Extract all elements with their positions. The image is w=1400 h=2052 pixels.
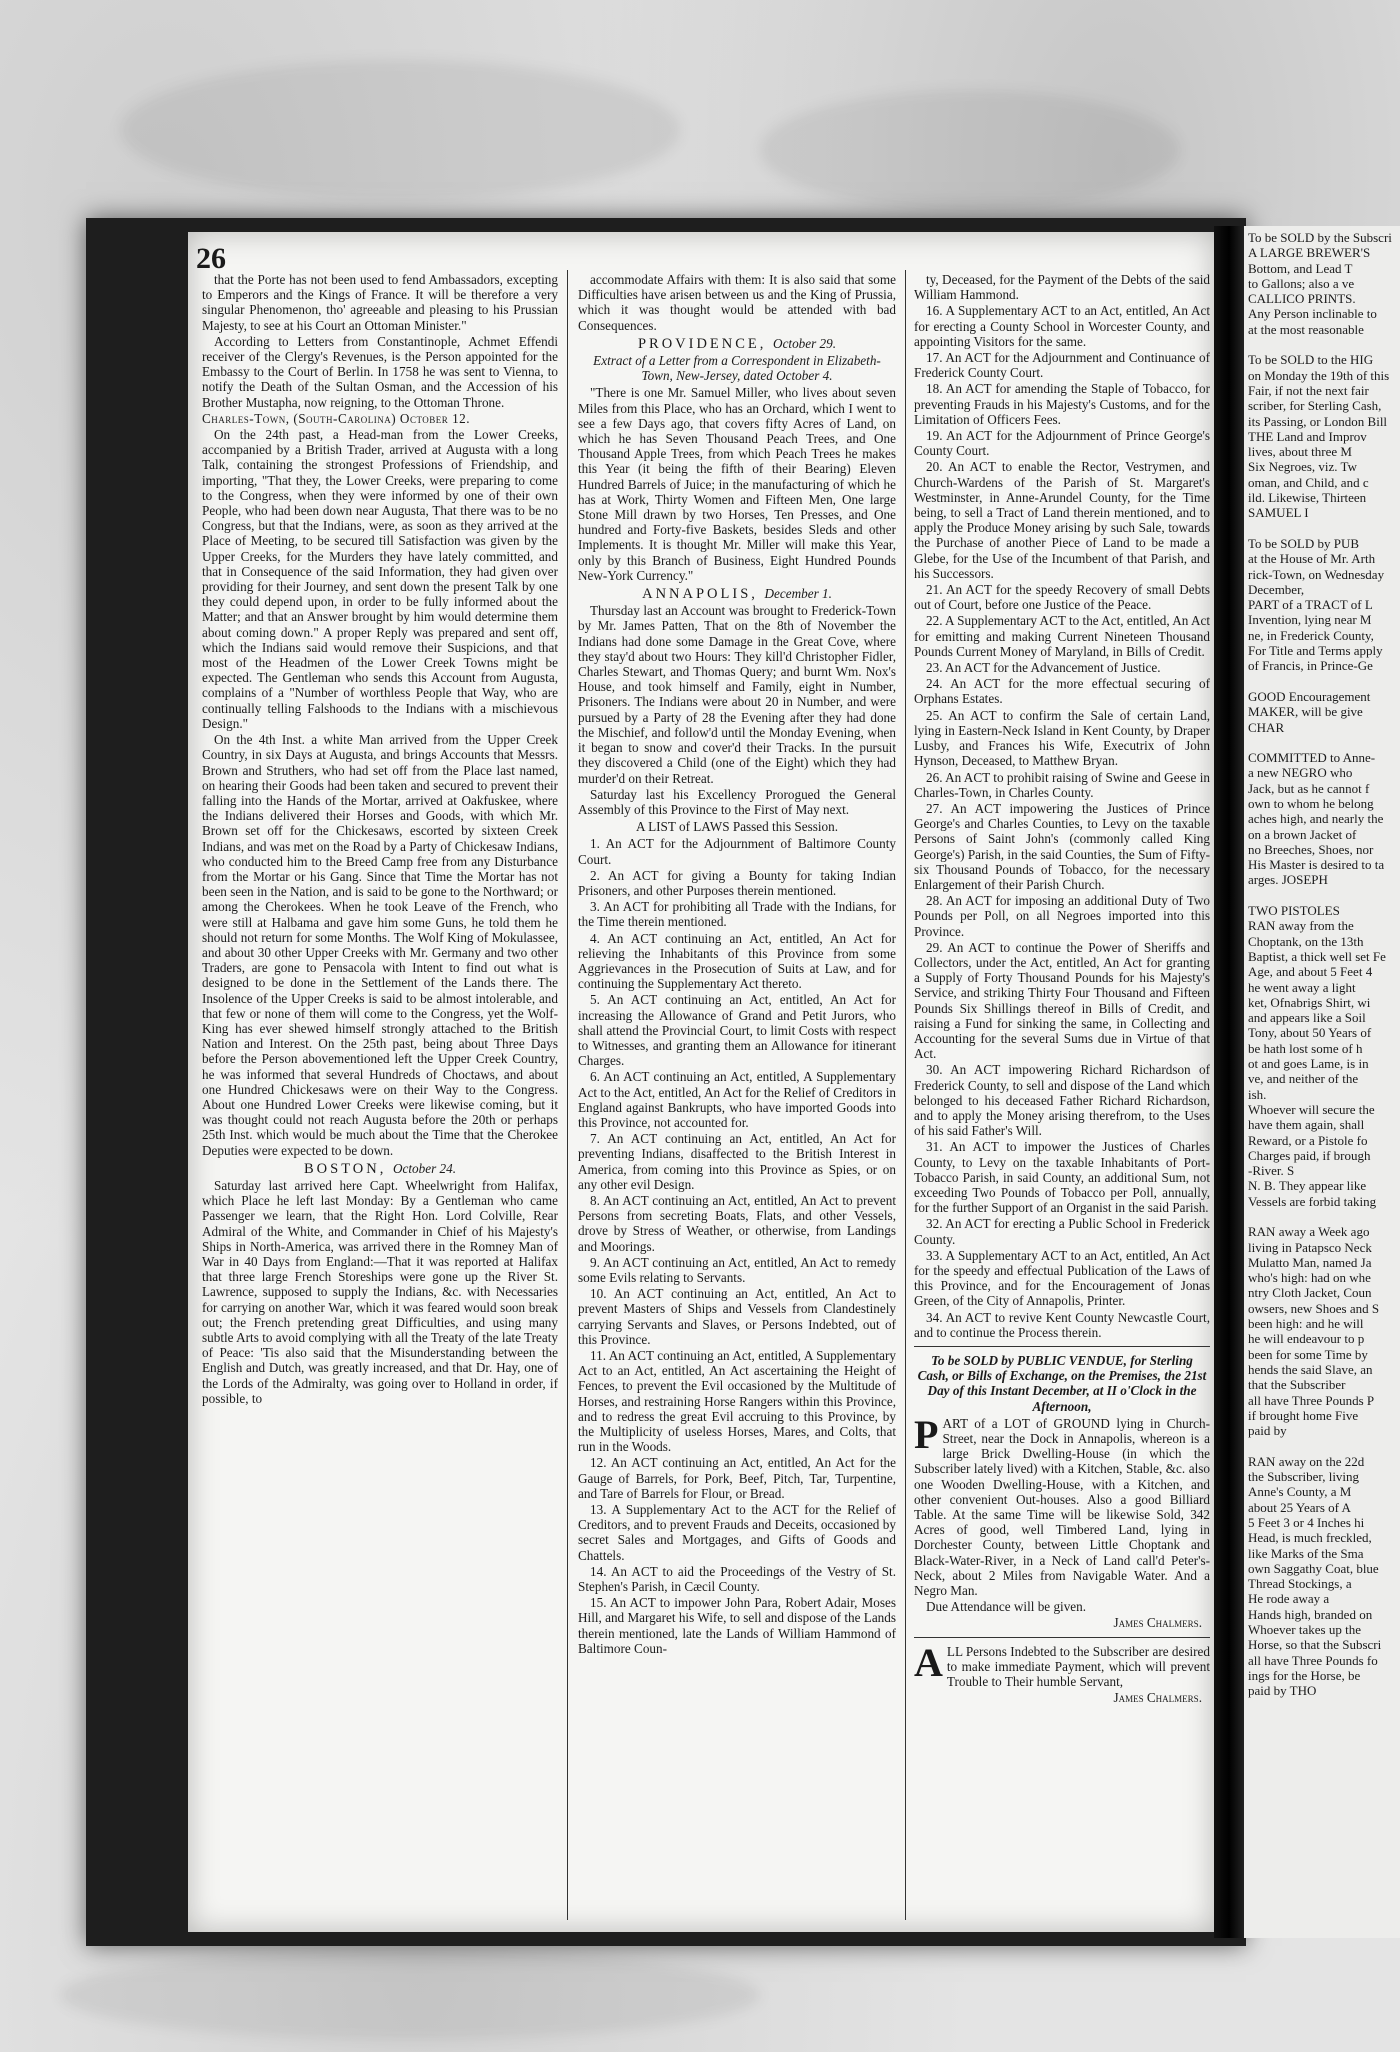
adjacent-page-line: the Subscriber, living bbox=[1248, 1469, 1360, 1485]
adjacent-page-line: paid by THO bbox=[1248, 1683, 1317, 1699]
adjacent-page-line: hends the said Slave, an bbox=[1248, 1361, 1373, 1377]
article-paragraph: 32. An ACT for erecting a Public School in Frederick County. bbox=[914, 1216, 1210, 1247]
adjacent-page-line: own to whom he belong bbox=[1248, 795, 1374, 811]
article-paragraph: 12. An ACT continuing an Act, entitled, An Act for the Gauge of Barrels, for Pork, Beef, Pitch, Tar, Turpentine, and Tare of Barrels for Flour, or Bread. bbox=[578, 1455, 896, 1501]
adjacent-page-line: Vessels are forbid taking bbox=[1248, 1193, 1377, 1209]
advertisement-heading: To be SOLD by PUBLIC VENDUE, for Sterling Cash, or Bills of Exchange, on the Premises, the 21st Day of this Instant December, at II o'Clock in the Afternoon, bbox=[917, 1353, 1207, 1414]
adjacent-page-line bbox=[1248, 1209, 1400, 1224]
adjacent-page-line: on Monday the 19th of this bbox=[1248, 367, 1390, 383]
column-rule bbox=[567, 270, 568, 1920]
adjacent-page-line: he went away a light bbox=[1248, 979, 1356, 995]
article-paragraph: 1. An ACT for the Adjournment of Baltimore County Court. bbox=[578, 836, 896, 867]
section-divider bbox=[914, 1346, 1210, 1347]
adjacent-page-line: arges. JOSEPH bbox=[1248, 872, 1328, 888]
adjacent-page-line: ve, and neither of the bbox=[1248, 1071, 1359, 1087]
adjacent-page-line: Bottom, and Lead T bbox=[1248, 260, 1353, 276]
adjacent-page-line: ket, Ofnabrigs Shirt, wi bbox=[1248, 994, 1371, 1010]
adjacent-page-line: Invention, lying near M bbox=[1248, 612, 1372, 628]
adjacent-page-fragment bbox=[1244, 226, 1400, 1938]
article-paragraph: Saturday last his Excellency Prorogued the General Assembly of this Province to the First of May next. bbox=[578, 786, 896, 817]
heading-place: ANNAPOLIS, bbox=[642, 586, 758, 603]
article-paragraph: On the 4th Inst. a white Man arrived from the Upper Creek Country, in six Days at Augusta, and brings Accounts that Messrs. Brown and Struthers, who had set off from the Place last named, on hearing their Goods had been taken and secured to prevent their falling into the Hands of the Mortar, arrived at Oakfuskee, where the Indians delivered their Horses and Goods, with which Mr. Brown set off for the Chickesaws, escorted by sixteen Creek Indians, and was met on the Road by a Party of Chickesaw Indians, who conducted him to the Breed Camp free from any Disturbance from the Mortar or his Gang. Since that Time the Mortar has not been seen in the Nation, and is said to be gone to the Northward; or among the Cherokees. When he took Leave of the French, who were still at Halbama and gave him some Guns, he told them he should not return for some Months. The Wolf King of Mokulassee, and about 30 other Upper Creeks with Mr. Germany and two other Traders, are gone to Pensacola with Intent to find out what is designed to be done in the Settlement of the Lands there. The Insolence of the Upper Creeks is said to be almost intolerable, and that few or none of them will come to the Congress, yet the Wolf-King has ever shewed himself strongly attached to the British Nation and Interest. On the 25th past, being about Three Days before the Person abovementioned left the Upper Creek Country, he was informed that several Hundreds of Choctaws, and about one Hundred Chickesaws were on their Way to the Congress. About one Hundred Lower Creeks were likewise coming, but it was thought could not reach Augusta before the 20th or perhaps 25th Inst. which would be much about the Time that the Cherokee Deputies were expected to be down. bbox=[202, 732, 558, 1158]
adjacent-page-line: about 25 Years of A bbox=[1248, 1499, 1351, 1515]
article-paragraph: that the Porte has not been used to fend Ambassadors, excepting to Emperors and the Kings of France. It will be therefore a very singular Phenomenon, tho' agreeable and pleasing to his Prussian Majesty, to see at his Court an Ottoman Minister." bbox=[202, 272, 558, 333]
article-paragraph: Thursday last an Account was brought to Frederick-Town by Mr. James Patten, That on the 8th of November the Indians had done some Damage in the Great Cove, where they stay'd about two Hours: They kill'd Christopher Fidler, Charles Stewart, and Thomas Query; and burnt Wm. Nox's House, and took himself and Family, eight in Number, Prisoners. The Indians were about 20 in Number, and were pursued by a Party of 28 the Evening after they had done the Mischief, and follow'd until the Monday Evening, when it began to snow and cover'd their Tracks. In the pursuit they discovered a Child (one of the Eight) which they had murder'd on their Retreat. bbox=[578, 603, 896, 786]
column-2 bbox=[578, 272, 896, 1917]
section-divider bbox=[914, 1637, 1210, 1638]
adjacent-page-line: that the Subscriber bbox=[1248, 1377, 1346, 1393]
adjacent-page-line: Any Person inclinable to bbox=[1248, 306, 1377, 322]
article-paragraph: 23. An ACT for the Advancement of Justice. bbox=[926, 660, 1161, 676]
adjacent-page-line: GOOD Encouragement bbox=[1248, 688, 1371, 704]
scan-shadow bbox=[60, 1950, 760, 2040]
adjacent-page-line: Baptist, a thick well set Fe bbox=[1248, 948, 1386, 964]
dateline: Charles-Town, (South-Carolina) October 12. bbox=[202, 410, 471, 426]
adjacent-page-line: Age, and about 5 Feet 4 bbox=[1248, 964, 1373, 980]
article-paragraph: 11. An ACT continuing an Act, entitled, A Supplementary Act to an Act, entitled, An Act ascertaining the Height of Fences, to prevent the Evil occasioned by the Multitude of Horses, and restraining Horse Rangers within this Province, and to redress the great Evil accruing to this Province, by the Multiplicity of useless Horses, Mares, and Colts, that run in the Woods. bbox=[578, 1348, 896, 1455]
article-paragraph: 15. An ACT to impower John Para, Robert Adair, Moses Hill, and Margaret his Wife, to sell and dispose of the Lands therein mentioned, late the Lands of William Hammond of Baltimore Coun- bbox=[578, 1595, 896, 1656]
adjacent-page-line: N. B. They appear like bbox=[1248, 1178, 1367, 1194]
article-paragraph: 9. An ACT continuing an Act, entitled, An Act to remedy some Evils relating to Servants. bbox=[578, 1254, 896, 1285]
adjacent-page-line: own Saggathy Coat, blue bbox=[1248, 1560, 1379, 1576]
adjacent-page-line: Head, is much freckled, bbox=[1248, 1530, 1372, 1546]
article-paragraph: According to Letters from Constantinople, Achmet Effendi receiver of the Clergy's Revenues, is the Person appointed for the Embassy to the Court of Berlin. In 1758 he was sent to Vienna, to notify the Death of the Sultan Osman, and the Accession of his Brother Mustapha, now reigning, to the Ottoman Throne. bbox=[202, 333, 558, 410]
adjacent-page-line: all have Three Pounds P bbox=[1248, 1392, 1375, 1408]
adjacent-page-line: -River. S bbox=[1248, 1163, 1295, 1179]
adjacent-page-line: Reward, or a Pistole fo bbox=[1248, 1132, 1368, 1148]
article-paragraph: 18. An ACT for amending the Staple of Tobacco, for preventing Frauds in his Majesty's Customs, and for the Limitation of Officers Fees. bbox=[914, 381, 1210, 427]
adjacent-page-line: been high: and he will bbox=[1248, 1316, 1364, 1332]
advertisement bbox=[914, 1639, 1210, 1690]
adjacent-page-line: Thread Stockings, a bbox=[1248, 1576, 1352, 1592]
adjacent-page-line: all have Three Pounds fo bbox=[1248, 1652, 1378, 1668]
adjacent-page-line: Hands high, branded on bbox=[1248, 1606, 1373, 1622]
article-paragraph: "There is one Mr. Samuel Miller, who lives about seven Miles from this Place, who has an Orchard, which I went to see a few Days ago, that covers fifty Acres of Land, on which he has Seven Thousand Peach Trees, and One Thousand Apple Trees, from which Peach Trees he makes this Year (it being the fifth of their Bearing) Eleven Hundred Barrels of Juice; in the manufacturing of which he has at Work, Thirty Women and Fifteen Men, One large Stone Mill drawn by two Horses, Ten Presses, and One hundred and Forty-five Baskets, besides Sleds and other Implements. It is thought Mr. Miller will make this Year, only by this Branch of Business, Eight Hundred Pounds New-York Currency." bbox=[578, 385, 896, 583]
adjacent-page-line: ings for the Horse, be bbox=[1248, 1667, 1361, 1683]
adjacent-page-line: at the most reasonable bbox=[1248, 321, 1364, 337]
adjacent-page-line: Tony, about 50 Years of bbox=[1248, 1025, 1372, 1041]
adjacent-page-line: To be SOLD by PUB bbox=[1248, 535, 1360, 551]
signature: James Chalmers. bbox=[1113, 1690, 1202, 1706]
adjacent-page-line: ish. bbox=[1248, 1086, 1267, 1102]
adjacent-page-line: living in Patapsco Neck bbox=[1248, 1239, 1372, 1255]
adjacent-page-line: RAN away a Week ago bbox=[1248, 1224, 1370, 1240]
article-paragraph: 21. An ACT for the speedy Recovery of small Debts out of Court, before one Justice of the Peace. bbox=[914, 582, 1210, 613]
adjacent-page-line: scriber, for Sterling Cash, bbox=[1248, 398, 1382, 414]
adjacent-page-line: be hath lost some of h bbox=[1248, 1040, 1363, 1056]
adjacent-page-line: MAKER, will be give bbox=[1248, 704, 1363, 720]
article-paragraph: 26. An ACT to prohibit raising of Swine and Geese in Charles-Town, in Charles County. bbox=[914, 769, 1210, 800]
adjacent-page-line bbox=[1248, 337, 1400, 352]
adjacent-page-line bbox=[1248, 888, 1400, 903]
signature: James Chalmers. bbox=[1113, 1615, 1202, 1631]
adjacent-page-line: Whoever will secure the bbox=[1248, 1101, 1375, 1117]
adjacent-page-line bbox=[1248, 1438, 1400, 1453]
article-paragraph: ty, Deceased, for the Payment of the Debts of the said William Hammond. bbox=[914, 272, 1210, 303]
adjacent-page-line: Six Negroes, viz. Tw bbox=[1248, 459, 1357, 475]
adjacent-page-line: His Master is desired to ta bbox=[1248, 857, 1385, 873]
article-paragraph: 3. An ACT for prohibiting all Trade with the Indians, for the Time therein mentioned. bbox=[578, 899, 896, 930]
adjacent-page-line: Jack, but as he cannot f bbox=[1248, 780, 1370, 796]
adjacent-page-line: To be SOLD by the Subscri bbox=[1248, 230, 1392, 245]
adjacent-page-line: SAMUEL I bbox=[1248, 505, 1309, 521]
article-paragraph: 19. An ACT for the Adjournment of Prince George's County Court. bbox=[914, 428, 1210, 459]
adjacent-page-line: To be SOLD to the HIG bbox=[1248, 352, 1374, 368]
column-rule bbox=[905, 270, 906, 1920]
article-paragraph: 24. An ACT for the more effectual securing of Orphans Estates. bbox=[914, 676, 1210, 707]
adjacent-page-line: He rode away a bbox=[1248, 1591, 1330, 1607]
adjacent-page-line: RAN away from the bbox=[1248, 918, 1354, 934]
adjacent-page-line: 5 Feet 3 or 4 Inches hi bbox=[1248, 1514, 1365, 1530]
article-paragraph: On the 24th past, a Head-man from the Lower Creeks, accompanied by a British Trader, arrived at Augusta with a long Talk, containing the strongest Professions of Friendship, and importing, "That they, the Lower Creeks, were preparing to come to the Congress, when they were informed by one of their own People, who had been down near Augusta, That there was to be no Congress, but that the Indians, were, as soon as they arrived at the Place of Meeting, to be secured till Satisfaction was given by the Upper Creeks, for the Murders they have lately committed, and that in Consequence of the said Information, they had given over providing for their Journey, and sent down the present Talk by one they could depend upon, in order to be fully informed about the Matter; and that an Answer brought by him would determine them about coming down." A proper Reply was prepared and sent off, which the Indians said would remove their Suspicions, and that most of the Headmen of the Lower Creek Towns might be expected. The Gentleman who sends this Account from Augusta, complains of a "Number of worthless People that Way, who are continually telling Falshoods to the Indians with a mischievous Design." bbox=[202, 427, 558, 731]
adjacent-page-line bbox=[1248, 735, 1400, 750]
advertisement-text: ART of a LOT of GROUND lying in Church-Street, near the Dock in Annapolis, whereon is a large Brick Dwelling-House (in which the Subscriber lately lived) with a Kitchen, Stable, &c. also one Wooden Dwelling-House, with a Kitchen, and other convenient Out-houses. Also a good Billiard Table. At the same Time will be likewise Sold, 342 Acres of good, well Timbered Land, lying in Dorchester County, between Little Choptank and Black-Water-River, in a Neck of Land call'd Peter's-Neck, about 2 Miles from Navigable Water. And a Negro Man. bbox=[914, 1415, 1210, 1599]
adjacent-page-line: ild. Likewise, Thirteen bbox=[1248, 490, 1367, 506]
adjacent-page-line bbox=[1248, 674, 1400, 689]
adjacent-page-line: A LARGE BREWER'S bbox=[1248, 245, 1371, 261]
adjacent-page-line: paid by bbox=[1248, 1423, 1287, 1439]
advertisement-text: LL Persons Indebted to the Subscriber are desired to make immediate Payment, which will prevent Trouble to Their humble Servant, bbox=[946, 1643, 1210, 1690]
article-paragraph: 33. A Supplementary ACT to an Act, entitled, An Act for the speedy and effectual Publication of the Laws of this Province, and for the Encouragement of Jonas Green, of the City of Annapolis, Printer. bbox=[914, 1247, 1210, 1309]
article-paragraph: 5. An ACT continuing an Act, entitled, An Act for increasing the Allowance of Grand and Petit Jurors, who shall attend the Provincial Court, to limit Costs with respect to Witnesses, and granting them an Allowance for itinerant Charges. bbox=[578, 992, 896, 1069]
heading-place: PROVIDENCE, bbox=[637, 335, 767, 352]
article-paragraph: Saturday last arrived here Capt. Wheelwright from Halifax, which Place he left last Monday: By a Gentleman who came Passenger we learn, that the Right Hon. Lord Colville, Rear Admiral of the White, and Commander in Chief of his Majesty's Ships in North-America, was arrived there in the Romney Man of War in 40 Days from England:—That it was reported at Halifax that three large French Storeships were gone up the River St. Lawrence, supposed to supply the Indians, &c. with Necessaries for carrying on another War, which it was feared would soon break out; the French pretending great Difficulties, and using many subtle Arts to avoid complying with all the Treaty of the late Treaty of Peace: 'Tis also said that the Misunderstanding between the English and Dutch, was greatly increased, and that Dr. Hay, one of the Lords of the Admiralty, was going over to Holland in order, if possible, to bbox=[202, 1177, 558, 1406]
article-paragraph: 25. An ACT to confirm the Sale of certain Land, lying in Eastern-Neck Island in Kent County, by Draper Lusby, and Frances his Wife, Executrix of John Hynson, Deceased, to Matthew Bryan. bbox=[914, 707, 1210, 769]
adjacent-page-line: if brought home Five bbox=[1248, 1407, 1359, 1423]
article-paragraph: 16. A Supplementary ACT to an Act, entitled, An Act for erecting a County School in Worcester County, and appointing Visitors for the same. bbox=[914, 303, 1210, 349]
adjacent-page-line: have them again, shall bbox=[1248, 1117, 1365, 1133]
adjacent-page-line: of Francis, in Prince-Ge bbox=[1248, 658, 1373, 674]
adjacent-page-line: owsers, new Shoes and S bbox=[1248, 1300, 1380, 1316]
adjacent-page-line: ntry Cloth Jacket, Coun bbox=[1248, 1285, 1372, 1301]
book-gutter bbox=[1214, 226, 1244, 1938]
adjacent-page-line: December, bbox=[1248, 581, 1305, 597]
adjacent-page-line: like Marks of the Sma bbox=[1248, 1545, 1364, 1561]
article-paragraph: 28. An ACT for imposing an additional Duty of Two Pounds per Poll, on all Negroes imported into this Province. bbox=[914, 893, 1210, 939]
heading-date: October 29. bbox=[773, 335, 837, 351]
article-paragraph: 17. An ACT for the Adjournment and Continuance of Frederick County Court. bbox=[914, 350, 1210, 381]
article-paragraph: 7. An ACT continuing an Act, entitled, An Act for preventing Indians, disaffected to the British Interest in America, from coming into this Province as Spies, or on any other evil Design. bbox=[578, 1131, 896, 1192]
adjacent-page-line: Horse, so that the Subscri bbox=[1248, 1637, 1382, 1653]
adjacent-page-line: rick-Town, on Wednesday bbox=[1248, 566, 1385, 582]
adjacent-page-line bbox=[1248, 521, 1400, 536]
adjacent-page-line: no Breeches, Shoes, nor bbox=[1248, 841, 1374, 857]
dateline-heading bbox=[578, 586, 896, 602]
adjacent-page-line: a new NEGRO who bbox=[1248, 765, 1353, 781]
adjacent-page-line: oman, and Child, and c bbox=[1248, 474, 1369, 490]
article-paragraph: 22. A Supplementary ACT to the Act, entitled, An Act for emitting and making Current Nineteen Thousand Pounds Current Money of Maryland, in Bills of Credit. bbox=[914, 613, 1210, 659]
adjacent-page-text bbox=[1244, 226, 1400, 1699]
scan-shadow bbox=[120, 60, 680, 200]
adjacent-page-line: CALLICO PRINTS. bbox=[1248, 291, 1356, 307]
adjacent-page-line: Choptank, on the 13th bbox=[1248, 933, 1364, 949]
adjacent-page-line: at the House of Mr. Arth bbox=[1248, 551, 1376, 567]
article-paragraph: 34. An ACT to revive Kent County Newcastle Court, and to continue the Process therein. bbox=[914, 1309, 1210, 1340]
adjacent-page-line: TWO PISTOLES bbox=[1248, 903, 1340, 919]
heading-date: December 1. bbox=[764, 586, 832, 602]
adjacent-page-line: been for some Time by bbox=[1248, 1346, 1368, 1362]
adjacent-page-line: PART of a TRACT of L bbox=[1248, 597, 1373, 613]
heading-place: BOSTON, bbox=[304, 1160, 387, 1177]
adjacent-page-line: aches high, and nearly the bbox=[1248, 811, 1384, 827]
adjacent-page-line: ne, in Frederick County, bbox=[1248, 627, 1374, 643]
article-paragraph: 30. An ACT impowering Richard Richardson of Frederick County, to sell and dispose of the Land which belonged to his deceased Father Richard Richardson, and to apply the Money arising therefrom, to the Uses of his said Father's Will. bbox=[914, 1062, 1210, 1139]
dateline-heading bbox=[578, 336, 896, 352]
adjacent-page-line: COMMITTED to Anne- bbox=[1248, 750, 1376, 766]
article-paragraph: 27. An ACT impowering the Justices of Prince George's and Charles Counties, to Levy on the taxable Persons of Saint John's (commonly called King George's) Parish, in the said Counties, the Sum of Fifty-six Thousand Pounds of Tobacco, for the necessary Enlargement of their Parish Church. bbox=[914, 800, 1210, 892]
column-1 bbox=[202, 272, 558, 1917]
drop-cap: P bbox=[914, 1411, 939, 1457]
laws-list-title: A LIST of LAWS Passed this Session. bbox=[635, 819, 838, 835]
article-paragraph: 4. An ACT continuing an Act, entitled, An Act for relieving the Inhabitants of this Province from some Aggrievances in the Prosecution of Suits at Law, and for continuing the Supplementary Act thereto. bbox=[578, 930, 896, 992]
article-paragraph: 31. An ACT to impower the Justices of Charles County, to Levy on the taxable Inhabitants of Port-Tobacco Parish, in said County, an additional Sum, not exceeding Two Pounds of Tobacco per Poll, annually, for the further Support of an Organist in the said Parish. bbox=[914, 1139, 1210, 1216]
adjacent-page-line: Anne's County, a M bbox=[1248, 1484, 1352, 1500]
adjacent-page-line: ot and goes Lame, is in bbox=[1248, 1056, 1369, 1072]
dateline-heading bbox=[202, 1161, 558, 1177]
adjacent-page-line: Charges paid, if brough bbox=[1248, 1147, 1371, 1163]
article-subheading: Extract of a Letter from a Correspondent in Elizabeth-Town, New-Jersey, dated October 4. bbox=[593, 353, 881, 384]
adjacent-page-line: Whoever takes up the bbox=[1248, 1622, 1361, 1638]
adjacent-page-line: Fair, if not the next fair bbox=[1248, 382, 1369, 398]
article-paragraph: 10. An ACT continuing an Act, entitled, An Act to prevent Masters of Ships and Vessels from Clandestinely carrying Servants and Slaves, or Persons Indebted, out of this Province. bbox=[578, 1286, 896, 1347]
adjacent-page-line: THE Land and Improv bbox=[1248, 428, 1367, 444]
article-paragraph: 2. An ACT for giving a Bounty for taking Indian Prisoners, and other Purposes therein mentioned. bbox=[578, 867, 896, 898]
adjacent-page-line: on a brown Jacket of bbox=[1248, 826, 1357, 842]
adjacent-page-line: to Gallons; also a ve bbox=[1248, 275, 1355, 291]
adjacent-page-line: For Title and Terms apply bbox=[1248, 643, 1383, 659]
column-3 bbox=[914, 272, 1210, 1917]
article-paragraph: 13. A Supplementary Act to the ACT for the Relief of Creditors, and to prevent Frauds and Deceits, occasioned by secret Sales and Mortgages, and Gifts of Goods and Chattels. bbox=[578, 1502, 896, 1563]
article-paragraph: 14. An ACT to aid the Proceedings of the Vestry of St. Stephen's Parish, in Cæcil County. bbox=[578, 1563, 896, 1595]
article-paragraph: Due Attendance will be given. bbox=[926, 1599, 1087, 1615]
advertisement bbox=[914, 1411, 1210, 1599]
adjacent-page-line: its Passing, or London Bill bbox=[1248, 413, 1388, 429]
article-paragraph: accommodate Affairs with them: It is also said that some Difficulties have arisen between us and the King of Prussia, which it was thought would be attended with bad Consequences. bbox=[578, 272, 896, 333]
adjacent-page-line: CHAR bbox=[1248, 719, 1285, 735]
page-number: 26 bbox=[196, 242, 226, 275]
adjacent-page-line: Mulatto Man, named Ja bbox=[1248, 1254, 1372, 1270]
heading-date: October 24. bbox=[393, 1160, 456, 1176]
adjacent-page-line: who's high: had on whe bbox=[1248, 1270, 1371, 1286]
adjacent-page-line: and appears like a Soil bbox=[1248, 1010, 1366, 1026]
scan-shadow bbox=[760, 90, 1180, 210]
article-paragraph: 6. An ACT continuing an Act, entitled, A Supplementary Act to the Act, entitled, An Act for the Relief of Creditors in England against Bankrupts, who have imported Goods into this Province, not accounted for. bbox=[578, 1069, 896, 1130]
article-paragraph: 20. An ACT to enable the Rector, Vestrymen, and Church-Wardens of the Parish of St. Margaret's Westminster, in Anne-Arundel County, for the Time being, to sell a Tract of Land therein mentioned, and to apply the Produce Money arising by such Sale, towards the Purchase of another Piece of Land to be made a Glebe, for the Use of the Incumbent of that Parish, and his Successors. bbox=[914, 459, 1210, 581]
drop-cap: A bbox=[914, 1639, 943, 1685]
adjacent-page-line: RAN away on the 22d bbox=[1248, 1453, 1365, 1469]
adjacent-page-line: he will endeavour to p bbox=[1248, 1331, 1365, 1347]
article-paragraph: 29. An ACT to continue the Power of Sheriffs and Collectors, under the Act, entitled, An Act for granting a Supply of Forty Thousand Pounds for his Majesty's Service, and striking Thirty Four Thousand and Fifteen Pounds Six Shillings thereof in Bills of Credit, and raising a Fund for sinking the same, in Collecting and Accounting for the several Sums due in Virtue of that Act. bbox=[914, 939, 1210, 1062]
adjacent-page-line: lives, about three M bbox=[1248, 444, 1352, 460]
article-paragraph: 8. An ACT continuing an Act, entitled, An Act to prevent Persons from secreting Boats, Flats, and other Vessels, drove by Stress of Weather, or otherwise, from Landings and Moorings. bbox=[578, 1192, 896, 1254]
